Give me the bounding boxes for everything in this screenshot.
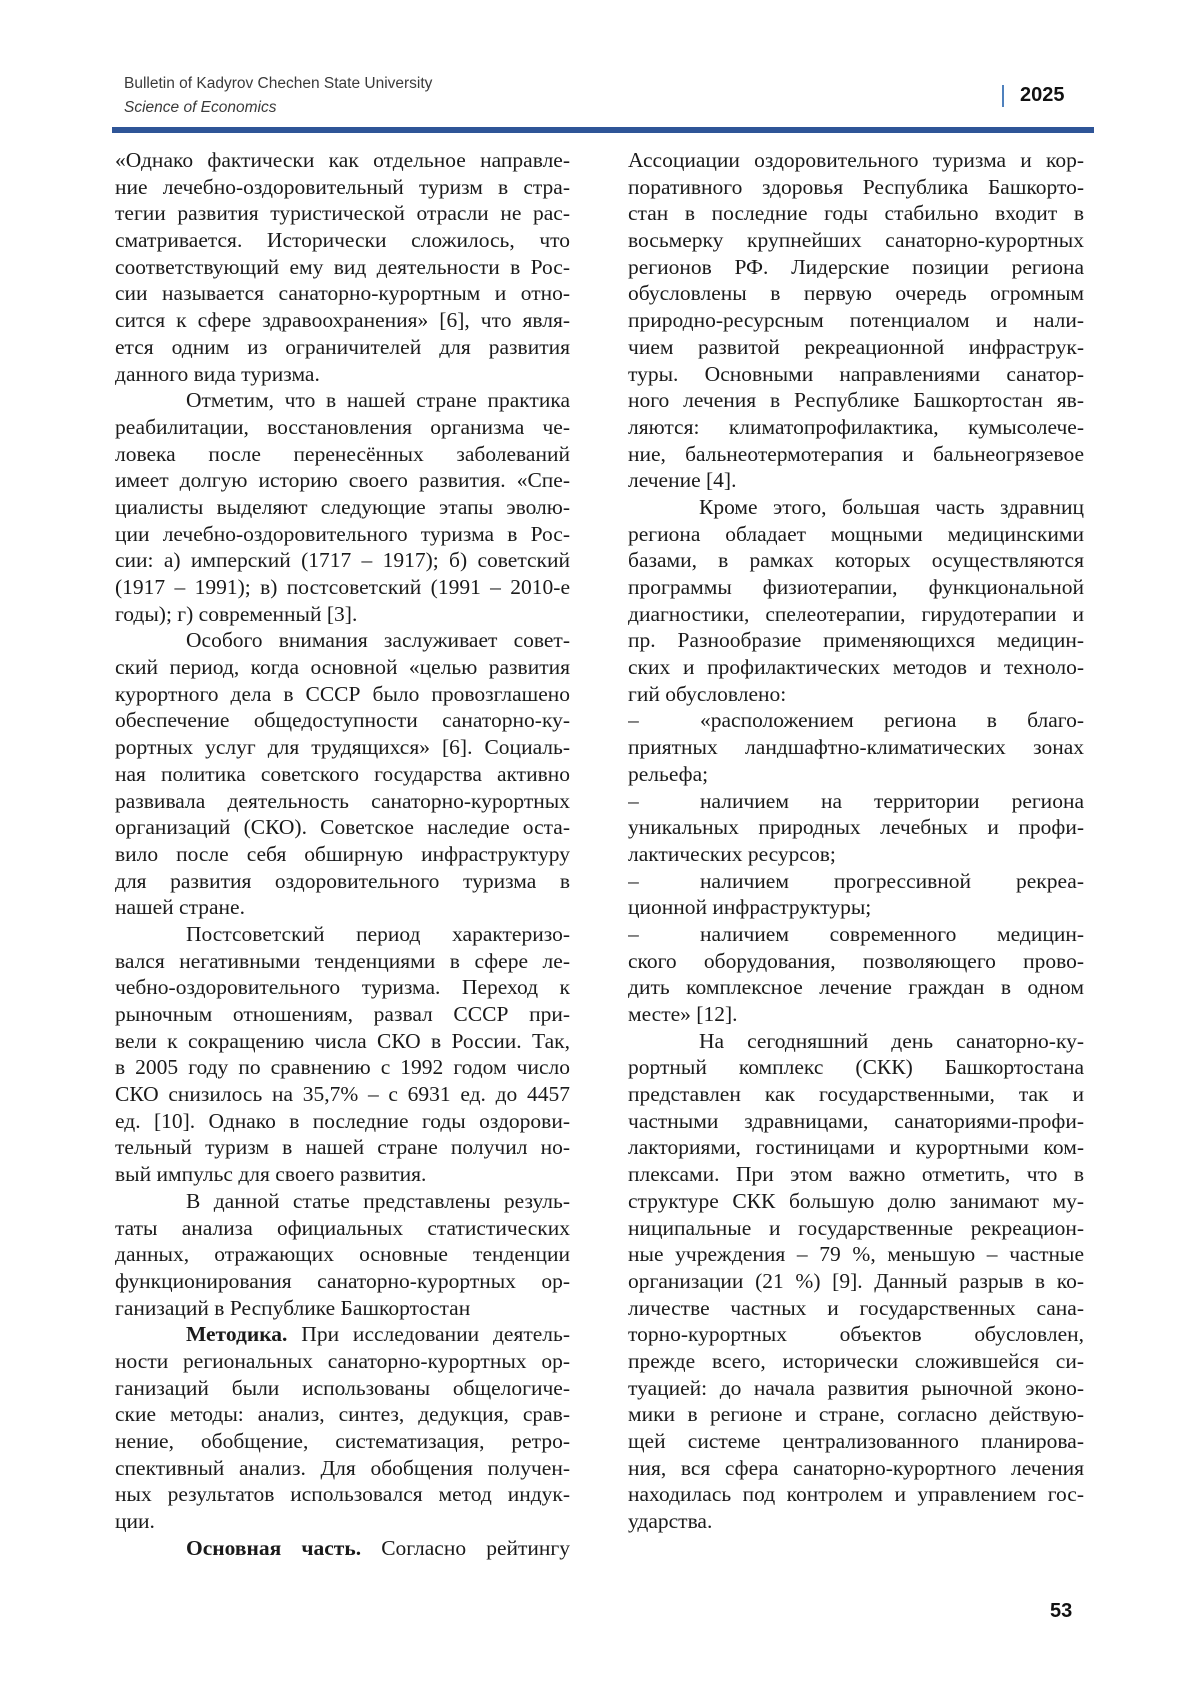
text-line	[115, 1535, 570, 1562]
line-text: сии называется санаторно-курортным и отно-	[115, 281, 570, 305]
line-text: нашей стране.	[115, 895, 245, 919]
line-text: ские методы: анализ, синтез, дедукция, срав-	[115, 1402, 570, 1426]
line-text: ганизаций в Республике Башкортостан	[115, 1296, 470, 1320]
text-line	[115, 1508, 570, 1535]
text-line	[115, 1455, 570, 1482]
line-text: тегии развития туристической отрасли не рас-	[115, 201, 570, 225]
right-column	[628, 147, 1084, 1535]
page-number: 53	[1050, 1600, 1072, 1623]
text-line	[628, 307, 1084, 334]
line-text: данного вида туризма.	[115, 362, 320, 386]
section-heading: Основная часть.	[186, 1536, 361, 1560]
line-text: ная политика советского государства активно	[115, 762, 570, 786]
text-line	[628, 1455, 1084, 1482]
line-text: чием развитой рекреационной инфраструк-	[628, 335, 1084, 359]
text-line	[628, 788, 1084, 815]
text-line	[628, 1054, 1084, 1081]
text-line	[628, 521, 1084, 548]
line-text: диагностики, спелеотерапии, гирудотерапии и	[628, 602, 1084, 626]
line-text: ционной инфраструктуры;	[628, 895, 871, 919]
line-text: ловека после перенесённых заболеваний	[115, 442, 570, 466]
text-line	[115, 174, 570, 201]
line-text: функционирования санаторно-курортных ор-	[115, 1269, 570, 1293]
text-line	[628, 1481, 1084, 1508]
line-text: спективный анализ. Для обобщения получен-	[115, 1456, 570, 1480]
line-text: месте» [12].	[628, 1002, 737, 1026]
line-text: сится к сфере здравоохранения» [6], что явля-	[115, 308, 570, 332]
paragraph	[115, 627, 570, 921]
line-text: личестве частных и государственных сана-	[628, 1296, 1084, 1320]
left-column	[115, 147, 570, 1561]
line-text: Кроме этого, большая часть здравниц	[699, 495, 1084, 519]
line-text: ударства.	[628, 1509, 712, 1533]
text-line	[115, 974, 570, 1001]
line-text: поративного здоровья Республика Башкорто-	[628, 175, 1084, 199]
line-text: При исследовании деятель-	[287, 1322, 570, 1346]
line-text: дить комплексное лечение граждан в одном	[628, 975, 1084, 999]
text-line	[628, 868, 1084, 895]
text-line	[628, 254, 1084, 281]
text-line	[115, 1134, 570, 1161]
line-text: восьмерку крупнейших санаторно-курортных	[628, 228, 1084, 252]
line-text: данных, отражающих основные тенденции	[115, 1242, 570, 1266]
text-line	[628, 227, 1084, 254]
text-line	[115, 387, 570, 414]
text-line	[628, 280, 1084, 307]
text-line	[628, 761, 1084, 788]
text-line	[628, 1241, 1084, 1268]
text-line	[628, 147, 1084, 174]
line-text: обеспечение общедоступности санаторно-ку-	[115, 708, 570, 732]
text-line	[628, 200, 1084, 227]
text-line	[115, 1241, 570, 1268]
text-line	[628, 1215, 1084, 1242]
text-line	[115, 1001, 570, 1028]
text-line	[115, 1081, 570, 1108]
line-text: наличием современного медицин-	[700, 922, 1084, 946]
line-text: регионов РФ. Лидерские позиции региона	[628, 255, 1084, 279]
list-dash: –	[628, 707, 700, 734]
line-text: рыночным отношениям, развал СССР при-	[115, 1002, 570, 1026]
line-text: вило после себя обширную инфраструктуру	[115, 842, 570, 866]
text-line	[628, 361, 1084, 388]
text-line	[628, 494, 1084, 521]
text-line	[115, 1028, 570, 1055]
line-text: организаций (СКО). Советское наследие оста-	[115, 815, 570, 839]
text-line	[115, 1161, 570, 1188]
list-dash: –	[628, 868, 700, 895]
list-item	[628, 707, 1084, 787]
line-text: тельный туризм в нашей стране получил но-	[115, 1135, 570, 1159]
text-line	[115, 761, 570, 788]
issue-year: 2025	[1020, 84, 1065, 107]
text-line	[628, 601, 1084, 628]
text-line	[628, 974, 1084, 1001]
header-rule	[112, 127, 1094, 133]
text-line	[628, 841, 1084, 868]
line-text: вели к сокращению числа СКО в России. Так,	[115, 1029, 570, 1053]
line-text: ции лечебно-оздоровительного туризма в Рос-	[115, 522, 570, 546]
text-line	[628, 681, 1084, 708]
text-line	[628, 1188, 1084, 1215]
line-text: ные учреждения – 79 %, меньшую – частные	[628, 1242, 1084, 1266]
list-dash: –	[628, 921, 700, 948]
text-line	[115, 227, 570, 254]
line-text: мики в регионе и стране, согласно действую-	[628, 1402, 1084, 1426]
text-line	[115, 1401, 570, 1428]
text-line	[115, 494, 570, 521]
line-text: гий обусловлено:	[628, 682, 786, 706]
line-text: рортных услуг для трудящихся» [6]. Социаль-	[115, 735, 570, 759]
line-text: лактических ресурсов;	[628, 842, 836, 866]
line-text: «расположением региона в благо-	[700, 708, 1084, 732]
line-text: вался негативными тенденциями в сфере ле-	[115, 949, 570, 973]
line-text: нение, обобщение, систематизация, ретро-	[115, 1429, 570, 1453]
text-line	[628, 1321, 1084, 1348]
text-line	[628, 948, 1084, 975]
text-line	[115, 361, 570, 388]
text-line	[115, 921, 570, 948]
text-line	[115, 681, 570, 708]
line-text: наличием прогрессивной рекреа-	[700, 869, 1084, 893]
text-line	[115, 414, 570, 441]
line-text: ляются: климатопрофилактика, кумысолече-	[628, 415, 1084, 439]
paragraph	[628, 1028, 1084, 1535]
line-text: ния, вся сфера санаторно-курортного лечения	[628, 1456, 1084, 1480]
line-text: СКО снизилось на 35,7% – с 6931 ед. до 4457	[115, 1082, 570, 1106]
line-text: уникальных природных лечебных и профи-	[628, 815, 1084, 839]
line-text: рортный комплекс (СКК) Башкортостана	[628, 1055, 1084, 1079]
text-line	[628, 1428, 1084, 1455]
paragraph	[628, 494, 1084, 708]
text-line	[115, 1215, 570, 1242]
line-text: развивала деятельность санаторно-курортных	[115, 789, 570, 813]
text-line	[115, 841, 570, 868]
text-line	[628, 1001, 1084, 1028]
line-text: наличием на территории региона	[700, 789, 1084, 813]
paragraph	[115, 1321, 570, 1535]
text-line	[115, 307, 570, 334]
text-line	[115, 574, 570, 601]
line-text: ется одним из ограничителей для развития	[115, 335, 570, 359]
line-text: обусловлены в первую очередь огромным	[628, 281, 1084, 305]
text-line	[628, 574, 1084, 601]
line-text: ности региональных санаторно-курортных ор-	[115, 1349, 570, 1373]
text-line	[115, 200, 570, 227]
line-text: частными здравницами, санаториями-профи-	[628, 1109, 1084, 1133]
text-line	[628, 1508, 1084, 1535]
line-text: чебно-оздоровительного туризма. Переход к	[115, 975, 570, 999]
text-line	[628, 441, 1084, 468]
line-text: В данной статье представлены резуль-	[186, 1189, 570, 1213]
text-line	[628, 467, 1084, 494]
text-line	[115, 147, 570, 174]
text-line	[115, 547, 570, 574]
text-line	[628, 894, 1084, 921]
line-text: туацией: до начала развития рыночной эконо-	[628, 1376, 1084, 1400]
text-line	[115, 814, 570, 841]
line-text: годы); г) современный [3].	[115, 602, 357, 626]
text-line	[628, 734, 1084, 761]
line-text: ние лечебно-оздоровительный туризм в стра-	[115, 175, 570, 199]
text-line	[628, 387, 1084, 414]
text-line	[115, 521, 570, 548]
text-line	[115, 1295, 570, 1322]
line-text: ного лечения в Республике Башкортостан яв-	[628, 388, 1084, 412]
line-text: прежде всего, исторически сложившейся си-	[628, 1349, 1084, 1373]
text-line	[628, 1134, 1084, 1161]
text-line	[628, 1348, 1084, 1375]
line-text: находилась под контролем и управлением гос-	[628, 1482, 1084, 1506]
paragraph	[115, 387, 570, 627]
text-line	[628, 814, 1084, 841]
paragraph	[115, 1535, 570, 1562]
line-text: базами, в рамках которых осуществляются	[628, 548, 1084, 572]
text-line	[115, 1268, 570, 1295]
line-text: ских и профилактических методов и техноло-	[628, 655, 1084, 679]
line-text: пр. Разнообразие применяющихся медицин-	[628, 628, 1084, 652]
text-line	[115, 948, 570, 975]
text-line	[628, 414, 1084, 441]
journal-title: Bulletin of Kadyrov Chechen State University	[124, 75, 432, 93]
line-text: циалисты выделяют следующие этапы эволю-	[115, 495, 570, 519]
line-text: таты анализа официальных статистических	[115, 1216, 570, 1240]
text-line	[115, 280, 570, 307]
line-text: торно-курортных объектов обусловлен,	[628, 1322, 1084, 1346]
line-text: имеет долгую историю своего развития. «Спе-	[115, 468, 570, 492]
text-line	[628, 707, 1084, 734]
line-text: лакториями, гостиницами и курортными ком-	[628, 1135, 1084, 1159]
line-text: природно-ресурсным потенциалом и нали-	[628, 308, 1084, 332]
line-text: сии: а) имперский (1717 – 1917); б) советский	[115, 548, 570, 572]
line-text: соответствующий ему вид деятельности в Рос-	[115, 255, 570, 279]
text-line	[115, 734, 570, 761]
text-line	[628, 1161, 1084, 1188]
line-text: щей системе централизованного планирова-	[628, 1429, 1084, 1453]
text-line	[628, 334, 1084, 361]
paragraph	[115, 147, 570, 387]
line-text: Ассоциации оздоровительного туризма и кор-	[628, 148, 1084, 172]
text-line	[628, 1401, 1084, 1428]
line-text: ние, бальнеотермотерапия и бальнеогрязевое	[628, 442, 1084, 466]
list-item	[628, 788, 1084, 868]
line-text: для развития оздоровительного туризма в	[115, 869, 570, 893]
line-text: курортного дела в СССР было провозглашено	[115, 682, 570, 706]
line-text: ский период, когда основной «целью развития	[115, 655, 570, 679]
text-line	[628, 654, 1084, 681]
line-text: организации (21 %) [9]. Данный разрыв в ко-	[628, 1269, 1084, 1293]
text-line	[628, 174, 1084, 201]
line-text: структуре СКК большую долю занимают му-	[628, 1189, 1084, 1213]
text-line	[115, 707, 570, 734]
text-line	[115, 334, 570, 361]
text-line	[115, 1108, 570, 1135]
journal-section: Science of Economics	[124, 99, 277, 117]
line-text: региона обладает мощными медицинскими	[628, 522, 1084, 546]
list-dash: –	[628, 788, 700, 815]
text-line	[115, 467, 570, 494]
text-line	[628, 1375, 1084, 1402]
line-text: ганизаций были использованы общелогиче-	[115, 1376, 570, 1400]
header-separator	[1002, 85, 1004, 107]
text-line	[628, 1295, 1084, 1322]
text-line	[115, 1188, 570, 1215]
text-line	[628, 1268, 1084, 1295]
paragraph	[115, 921, 570, 1188]
text-line	[115, 1321, 570, 1348]
line-text: лечение [4].	[628, 468, 736, 492]
line-text: стан в последние годы стабильно входит в	[628, 201, 1084, 225]
line-text: сматривается. Исторически сложилось, что	[115, 228, 570, 252]
line-text: приятных ландшафтно-климатических зонах	[628, 735, 1084, 759]
list-item	[628, 921, 1084, 1028]
line-text: вый импульс для своего развития.	[115, 1162, 426, 1186]
line-text: Отметим, что в нашей стране практика	[186, 388, 570, 412]
section-heading: Методика.	[186, 1322, 287, 1346]
line-text: На сегодняшний день санаторно-ку-	[699, 1029, 1084, 1053]
line-text: представлен как государственными, так и	[628, 1082, 1084, 1106]
text-line	[115, 1428, 570, 1455]
line-text: Постсоветский период характеризо-	[186, 922, 570, 946]
line-text: ского оборудования, позволяющего прово-	[628, 949, 1084, 973]
line-text: ции.	[115, 1509, 155, 1533]
text-line	[115, 1054, 570, 1081]
list-item	[628, 868, 1084, 921]
text-line	[628, 547, 1084, 574]
text-line	[115, 601, 570, 628]
text-line	[115, 1375, 570, 1402]
line-text: в 2005 году по сравнению с 1992 годом число	[115, 1055, 570, 1079]
text-line	[115, 627, 570, 654]
paragraph	[115, 1188, 570, 1321]
text-line	[115, 788, 570, 815]
text-line	[115, 1348, 570, 1375]
text-line	[115, 868, 570, 895]
text-line	[115, 441, 570, 468]
line-text: ниципальные и государственные рекреацион-	[628, 1216, 1084, 1240]
line-text: «Однако фактически как отдельное направле-	[115, 148, 570, 172]
text-line	[115, 654, 570, 681]
text-line	[115, 254, 570, 281]
text-line	[628, 1108, 1084, 1135]
text-line	[628, 627, 1084, 654]
line-text: (1917 – 1991); в) постсоветский (1991 – 2010-е	[115, 575, 570, 599]
text-line	[628, 1081, 1084, 1108]
line-text: плексами. При этом важно отметить, что в	[628, 1162, 1084, 1186]
line-text: рельефа;	[628, 762, 708, 786]
line-text: реабилитации, восстановления организма че-	[115, 415, 570, 439]
line-text: туры. Основными направлениями санатор-	[628, 362, 1084, 386]
paragraph	[628, 147, 1084, 494]
text-line	[628, 921, 1084, 948]
text-line	[115, 1481, 570, 1508]
line-text: ед. [10]. Однако в последние годы оздорови-	[115, 1109, 570, 1133]
text-line	[628, 1028, 1084, 1055]
line-text: Согласно рейтингу	[361, 1536, 570, 1560]
text-line	[115, 894, 570, 921]
line-text: программы физиотерапии, функциональной	[628, 575, 1084, 599]
line-text: ных результатов использовался метод индук-	[115, 1482, 570, 1506]
line-text: Особого внимания заслуживает совет-	[186, 628, 570, 652]
